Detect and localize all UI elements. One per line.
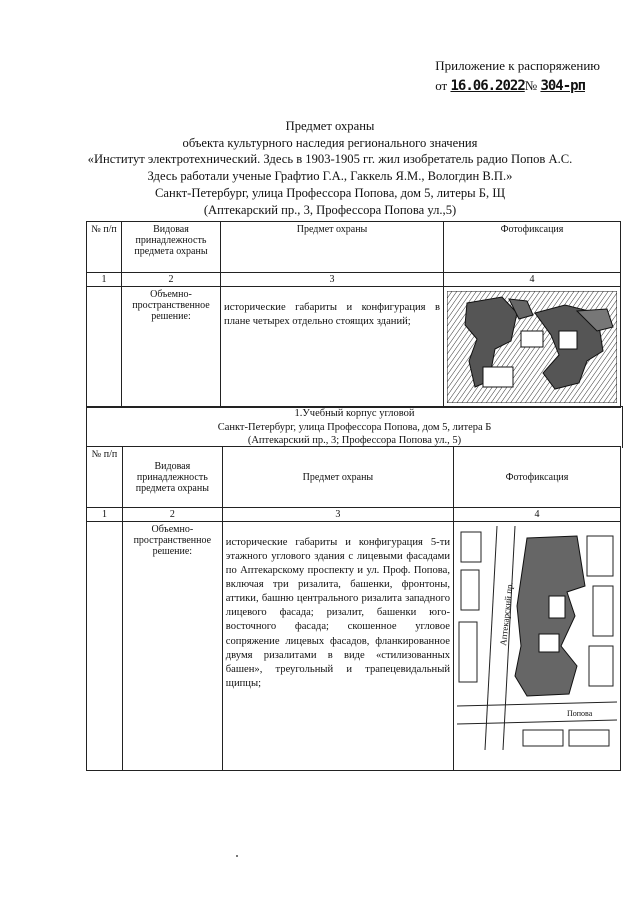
title-address: Санкт-Петербург, улица Профессора Попова, дом 5, литеры Б, Щ: [154, 185, 506, 200]
appendix-date-line: [435, 76, 600, 98]
title-line: объекта культурного наследия регионального значения: [182, 135, 478, 150]
map-label-aptekarsky: Аптекарский пр.: [498, 581, 515, 647]
column-number: 3: [221, 273, 444, 287]
number-sign: №: [524, 78, 538, 94]
cadastral-map-icon: [457, 526, 617, 750]
header-cell-number: № п/п: [87, 447, 123, 508]
row-photo-cell: [454, 522, 621, 771]
column-number: 1: [87, 273, 122, 287]
header-cell-subject: Предмет охраны: [222, 447, 453, 508]
column-number: 4: [454, 508, 621, 522]
appendix-line: Приложение к распоряжению: [435, 58, 600, 73]
section-address: Санкт-Петербург, улица Профессора Попова, дом 5, литера Б: [217, 421, 492, 433]
title-line: Здесь работали ученые Графтио Г.А., Гаккель Я.М., Вологдин В.П.»: [147, 169, 513, 184]
column-number: 2: [122, 508, 222, 522]
column-number: 2: [121, 273, 220, 287]
table-row: [87, 522, 621, 771]
column-number-row: [87, 273, 621, 287]
row-subject-cell: исторические габариты и конфигурация 5-ти этажного углового здания с лицевыми фасадами по Аптекарскому проспекту и ул. Проф. Попова, включая три ризалита, башенки, фронтоны, аттики, башню центрального ризалита западного лицевого фасада; ризалит, башенки юго-восточного фасада; скошенное угловое сопряжение лицевых фасадов, фланкированное двумя ризалитами в виде «стилизованных башен», треугольный и трапецевидальный щипцы;: [222, 522, 453, 771]
appendix-block: [435, 56, 600, 98]
handwritten-number: 304-рп: [540, 78, 586, 95]
header-cell-type: Видовая принадлежность предмета охраны: [121, 222, 220, 273]
header-cell-photo: Фотофиксация: [454, 447, 621, 508]
map-label-popova: Попова: [567, 709, 593, 718]
table-row: [87, 287, 621, 408]
row-type-cell: Объемно-пространственное решение:: [122, 522, 222, 771]
column-number-row: [87, 508, 621, 522]
row-number-cell: [87, 287, 122, 408]
header-cell-type: Видовая принадлежность предмета охраны: [122, 447, 222, 508]
row-photo-cell: [444, 287, 621, 408]
header-cell-photo: Фотофиксация: [444, 222, 621, 273]
document-title: [60, 118, 600, 218]
handwritten-date: 16.06.2022: [450, 78, 525, 95]
row-subject-cell: исторические габариты и конфигурация в плане четырех отдельно стоящих зданий;: [221, 287, 444, 408]
table-header-row: [87, 222, 621, 273]
header-cell-number: № п/п: [87, 222, 122, 273]
title-address-alt: (Аптекарский пр., 3, Профессора Попова ул.,5): [203, 202, 457, 217]
row-number-cell: [87, 522, 123, 771]
protection-table-2: [86, 446, 621, 771]
title-heading: Предмет охраны: [285, 119, 375, 133]
column-number: 3: [222, 508, 453, 522]
site-plan-map-icon: [447, 291, 617, 403]
appendix-prefix: от: [435, 78, 448, 94]
section-address-alt: (Аптекарский пр., 3; Профессора Попова ул., 5): [247, 435, 462, 447]
column-number: 4: [444, 273, 621, 287]
protection-table-1: [86, 221, 621, 408]
section-title: 1.Учебный корпус угловой: [294, 408, 415, 419]
header-cell-subject: Предмет охраны: [221, 222, 444, 273]
scan-dot: [236, 855, 238, 857]
title-line: «Институт электротехнический. Здесь в 1903-1905 гг. жил изобретатель радио Попов А.С.: [87, 152, 573, 167]
row-type-cell: Объемно-пространственное решение:: [121, 287, 220, 408]
section-heading: [86, 406, 623, 448]
table-header-row: [87, 447, 621, 508]
column-number: 1: [87, 508, 123, 522]
